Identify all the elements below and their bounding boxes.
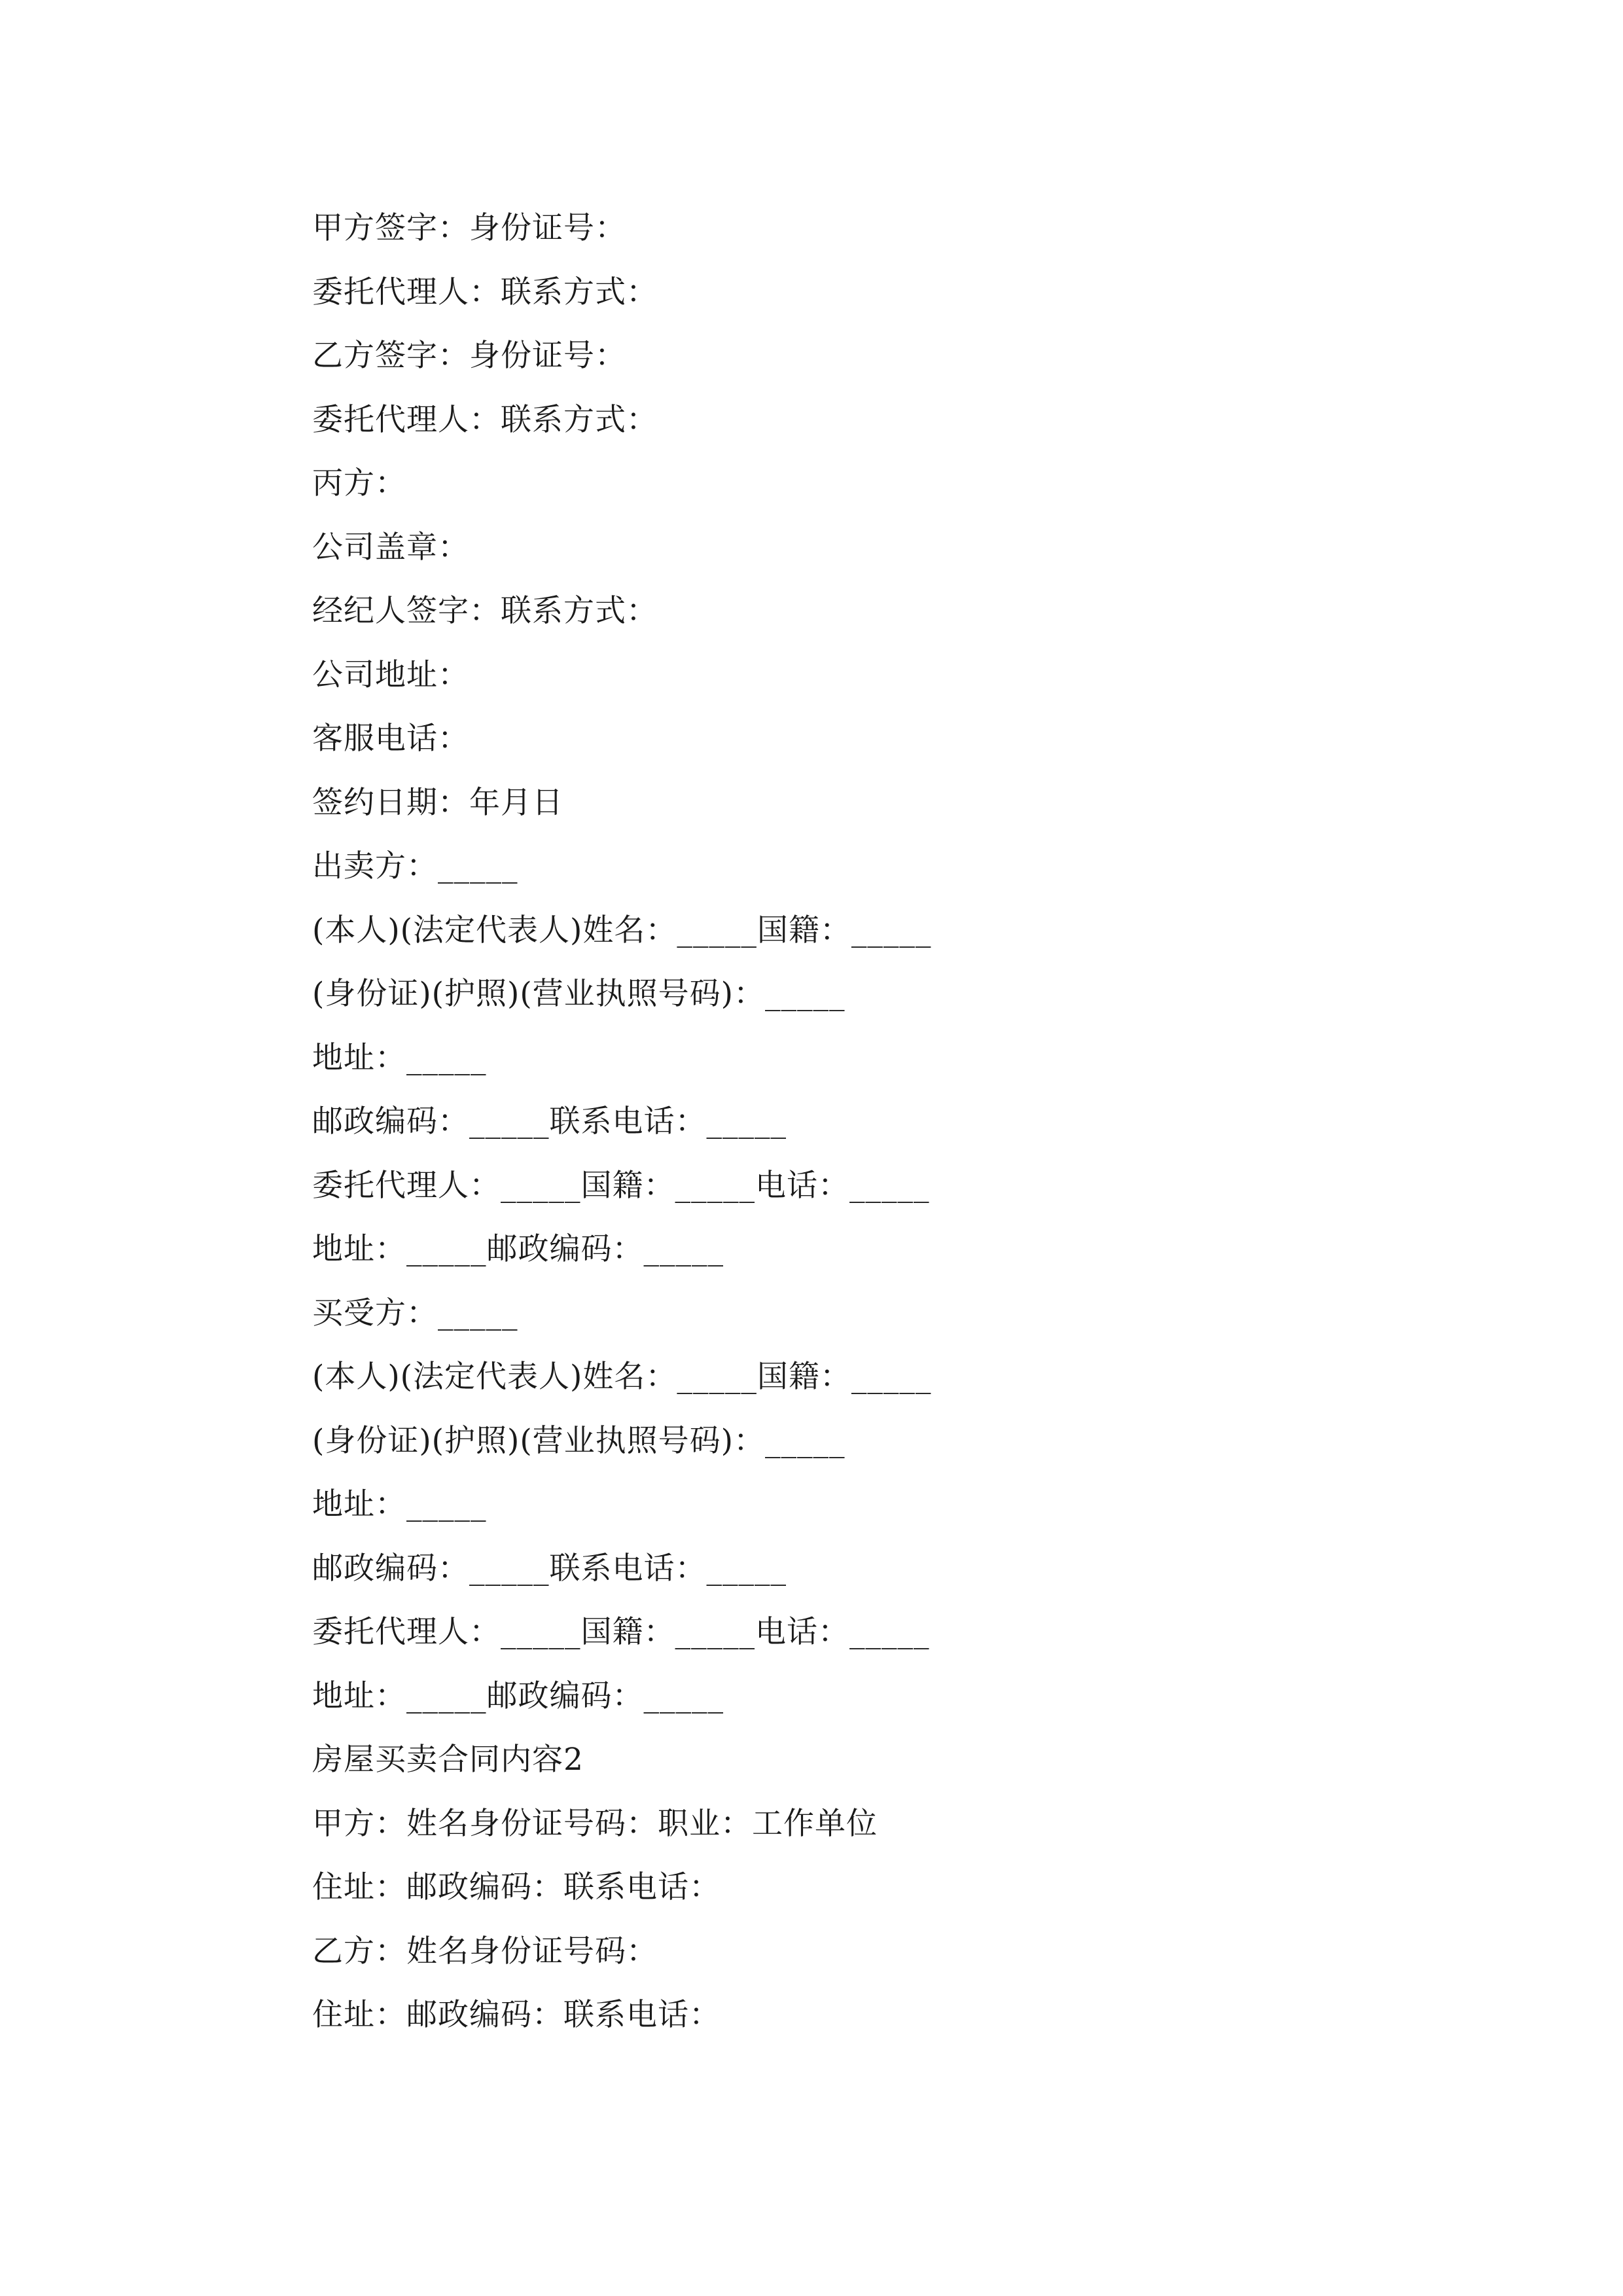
- party-b-address-line: 住址：邮政编码：联系电话：: [312, 1997, 721, 2033]
- seller-address-line: 地址：_____: [312, 1039, 487, 1076]
- party-a-info-line: 甲方：姓名身份证号码：职业：工作单位: [312, 1805, 878, 1842]
- buyer-line: 买受方：_____: [312, 1295, 518, 1331]
- document-body: [312, 196, 1359, 2047]
- buyer-address-line: 地址：_____: [312, 1486, 487, 1522]
- buyer-agent-line: 委托代理人：_____国籍：_____电话：_____: [312, 1614, 930, 1650]
- signing-date-line: 签约日期：年月日: [312, 784, 563, 821]
- buyer-id-line: (身份证)(护照)(营业执照号码)：_____: [312, 1422, 846, 1459]
- seller-agent-address-line: 地址：_____邮政编码：_____: [312, 1231, 724, 1267]
- broker-signature-line: 经纪人签字：联系方式：: [312, 593, 658, 629]
- party-b-info-line: 乙方：姓名身份证号码：: [312, 1933, 658, 1969]
- seller-name-nationality-line: (本人)(法定代表人)姓名：_____国籍：_____: [312, 912, 932, 948]
- section-heading: 房屋买卖合同内容2: [312, 1742, 584, 1778]
- seller-id-line: (身份证)(护照)(营业执照号码)：_____: [312, 976, 846, 1012]
- company-address-line: 公司地址：: [312, 656, 469, 693]
- seller-agent-line: 委托代理人：_____国籍：_____电话：_____: [312, 1167, 930, 1204]
- party-a-agent-line: 委托代理人：联系方式：: [312, 274, 658, 310]
- party-b-agent-line: 委托代理人：联系方式：: [312, 401, 658, 438]
- party-b-signature-line: 乙方签字：身份证号：: [312, 338, 626, 374]
- party-c-line: 丙方：: [312, 465, 406, 501]
- party-a-signature-line: 甲方签字：身份证号：: [312, 210, 626, 246]
- buyer-name-nationality-line: (本人)(法定代表人)姓名：_____国籍：_____: [312, 1359, 932, 1395]
- party-a-address-line: 住址：邮政编码：联系电话：: [312, 1869, 721, 1905]
- company-seal-line: 公司盖章：: [312, 529, 469, 565]
- buyer-agent-address-line: 地址：_____邮政编码：_____: [312, 1677, 724, 1714]
- seller-line: 出卖方：_____: [312, 848, 518, 884]
- service-phone-line: 客服电话：: [312, 721, 469, 757]
- seller-postcode-phone-line: 邮政编码：_____联系电话：_____: [312, 1103, 787, 1139]
- buyer-postcode-phone-line: 邮政编码：_____联系电话：_____: [312, 1550, 787, 1587]
